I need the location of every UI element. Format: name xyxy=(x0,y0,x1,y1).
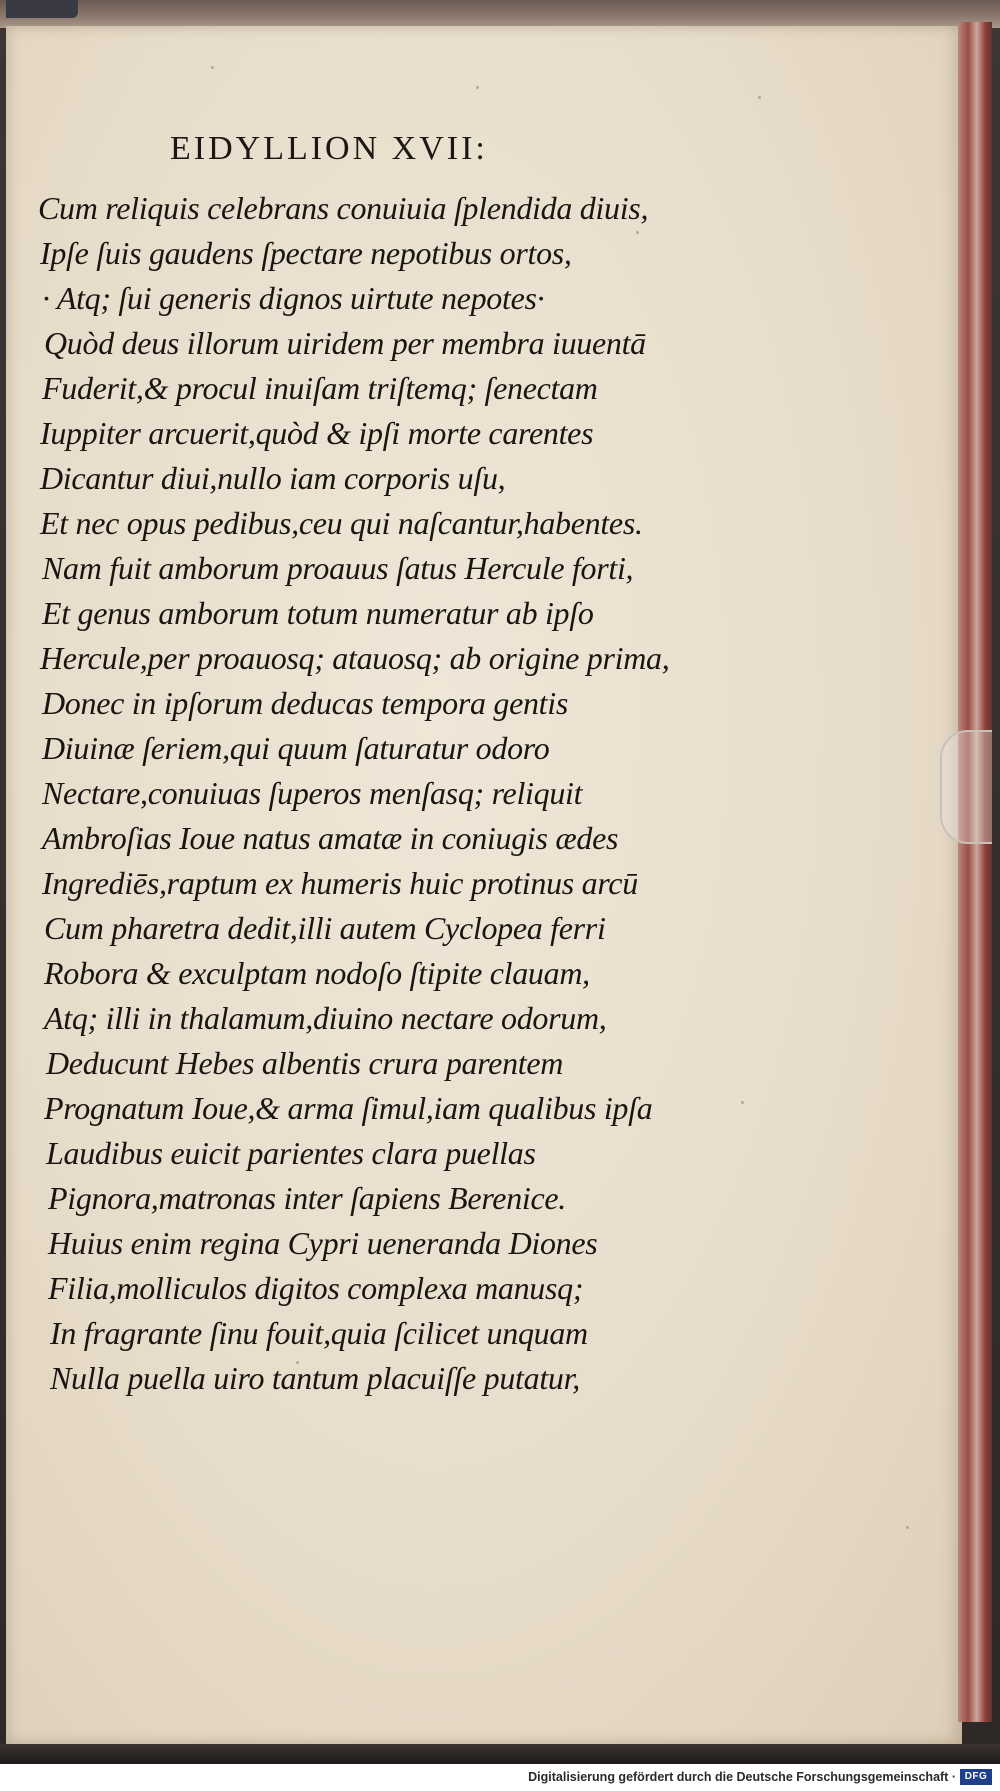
book-top-edge xyxy=(0,0,1000,28)
verse-line: Ingrediēs,raptum ex humeris huic protinus arcū xyxy=(42,865,638,901)
verse-line: Robora & exculptam nodoſo ſtipite clauam, xyxy=(44,955,590,991)
verse-line: Cum pharetra dedit,illi autem Cyclopea ferri xyxy=(44,910,606,946)
verse-line: Et genus amborum totum numeratur ab ipſo xyxy=(42,595,594,631)
digitization-footer xyxy=(0,1764,1000,1791)
verse-line: Cum reliquis celebrans conuiuia ſplendida diuis, xyxy=(38,190,649,226)
verse-line: Pignora,matronas inter ſapiens Berenice. xyxy=(48,1180,567,1216)
paper-speck xyxy=(906,1526,909,1529)
verse-line: In fragrante ſinu fouit,quia ſcilicet unquam xyxy=(50,1315,588,1351)
verse-line: Filia,molliculos digitos complexa manusq; xyxy=(48,1270,584,1306)
verse-line: Laudibus euicit parientes clara puellas xyxy=(46,1135,536,1171)
page-fore-edge xyxy=(958,22,992,1722)
verse-line: Nectare,conuiuas ſuperos menſasq; reliquit xyxy=(42,775,583,811)
paper-speck xyxy=(476,86,479,89)
book-corner xyxy=(6,0,78,18)
verse-line: · Atq; ſui generis dignos uirtute nepotes· xyxy=(42,280,545,316)
verse-line: Deducunt Hebes albentis crura parentem xyxy=(46,1045,564,1081)
verse-line: Et nec opus pedibus,ceu qui naſcantur,habentes. xyxy=(40,505,643,541)
poem-text xyxy=(34,186,669,1401)
verse-line: Hercule,per proauosq; atauosq; ab origine prima, xyxy=(40,640,670,676)
verse-line: Diuinæ ſeriem,qui quum ſaturatur odoro xyxy=(42,730,550,766)
verse-line: Prognatum Ioue,& arma ſimul,iam qualibus ipſa xyxy=(44,1090,653,1126)
verse-line: Ipſe ſuis gaudens ſpectare nepotibus ortos, xyxy=(40,235,572,271)
book-bottom-edge xyxy=(0,1744,1000,1764)
verse-line: Iuppiter arcuerit,quòd & ipſi morte carentes xyxy=(40,415,594,451)
paper-speck xyxy=(741,1101,744,1104)
verse-line: Dicantur diui,nullo iam corporis uſu, xyxy=(40,460,506,496)
verse-line: Atq; illi in thalamum,diuino nectare odorum, xyxy=(44,1000,607,1036)
poem-heading: EIDYLLION XVII: xyxy=(170,130,488,167)
verse-line: Ambroſias Ioue natus amatæ in coniugis ædes xyxy=(42,820,619,856)
page-clip xyxy=(940,730,992,844)
funding-credit: Digitalisierung gefördert durch die Deutsche Forschungsgemeinschaft · xyxy=(528,1770,956,1784)
verse-line: Quòd deus illorum uiridem per membra iuuentā xyxy=(44,325,646,361)
dfg-logo: DFG xyxy=(960,1769,992,1785)
verse-line: Nam fuit amborum proauus ſatus Hercule forti, xyxy=(42,550,634,586)
paper-speck xyxy=(758,96,761,99)
paper-speck xyxy=(211,66,214,69)
verse-line: Donec in ipſorum deducas tempora gentis xyxy=(42,685,569,721)
verse-line: Fuderit,& procul inuiſam triſtemq; ſenectam xyxy=(42,370,598,406)
verse-line: Huius enim regina Cypri ueneranda Diones xyxy=(48,1225,598,1261)
verse-line: Nulla puella uiro tantum placuiſſe putatur, xyxy=(50,1360,580,1396)
